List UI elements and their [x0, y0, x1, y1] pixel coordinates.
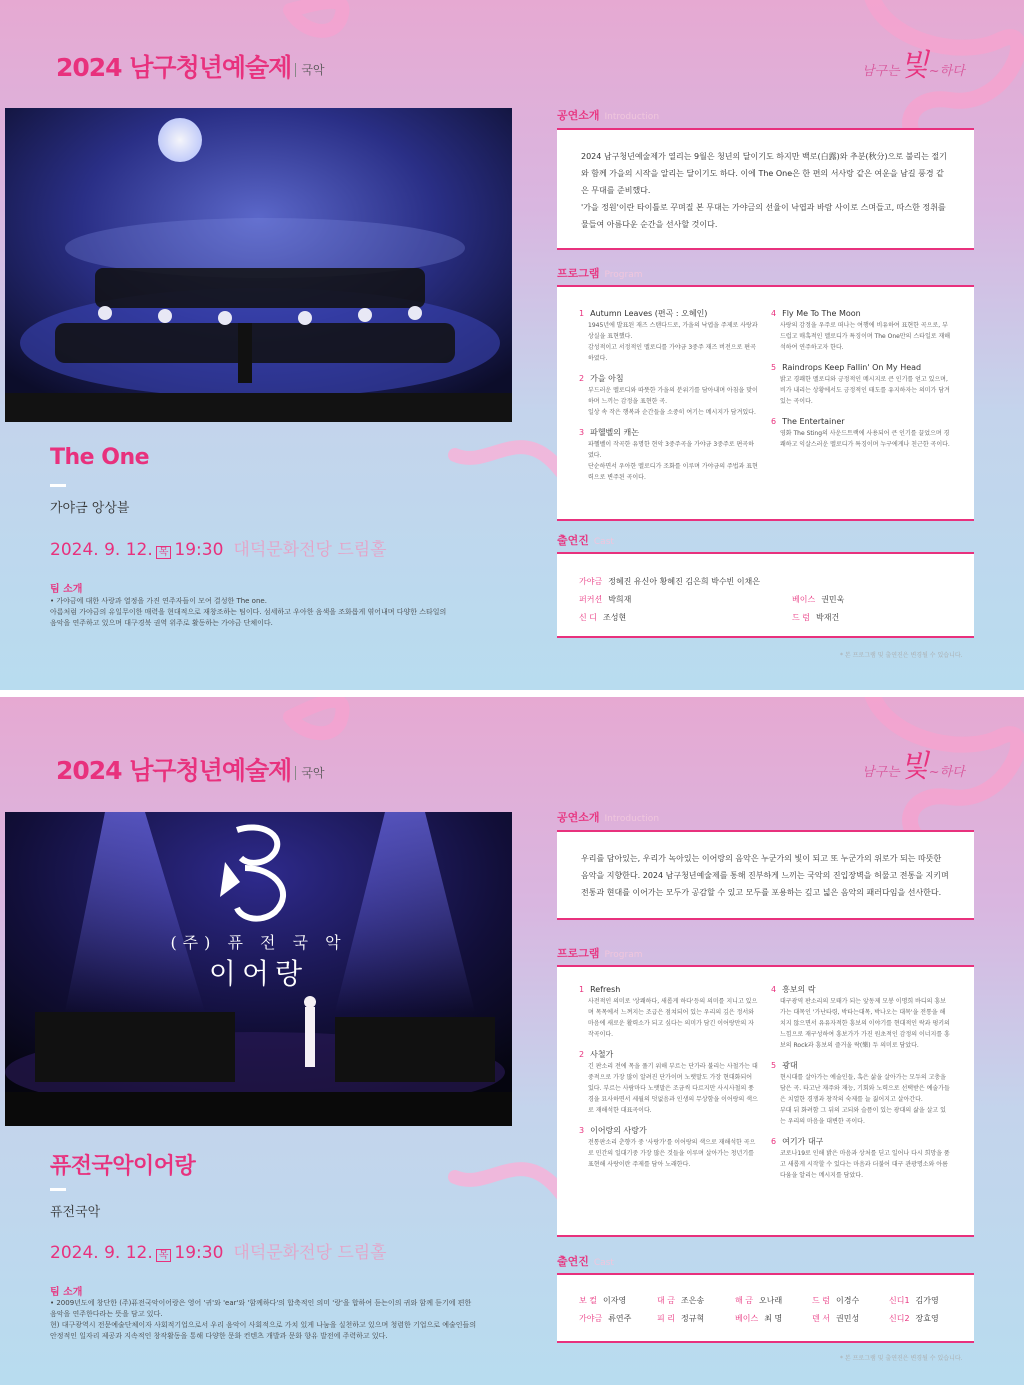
- program-heading: 프로그램 Program: [557, 947, 643, 960]
- photo-brand-main: 이어랑: [208, 957, 309, 990]
- cast-entry: 가야금 류연주: [579, 1314, 632, 1323]
- festival-logo: 남구는빛~하다: [862, 749, 965, 784]
- performance-photo: [5, 812, 512, 1126]
- day-of-week: 목: [156, 1249, 172, 1262]
- cast-entry: 보 컬 이자영: [579, 1296, 627, 1305]
- intro-heading: 공연소개 Introduction: [557, 109, 660, 122]
- cast-entry: 드 럼 이경수: [812, 1296, 860, 1305]
- program-item: 5 광대 현시대를 살아가는 예술인들, 혹은 삶을 살아가는 모두의 고충을 담은 곡. 타고난 재주와 재능, 기회와 노력으로 선택받은 예술가들은 치열한 경쟁과 창작의 숙제를 늘 짊어지고 살아간다. 부대 뒤 화려함 그 뒤의 고되와 슬픔이 있는 광대의 삶을 살고 있는 우리의 마음을 대변한 곡이다.: [771, 1061, 950, 1125]
- cast-entry: 가야금 정혜진 유신아 황혜진 김은희 박수빈 이채은: [579, 577, 761, 586]
- group-type: 퓨전국악: [50, 1205, 101, 1220]
- performance-datetime: [50, 1238, 387, 1263]
- program-item: 2 사철가 긴 판소리 전에 목을 풀기 위해 부르는 단가라 불리는 사철가는 대중적으로 가장 많이 알려진 단가이며 노랫말도 가장 현대화되어 있다. 부르는 사람마다 노랫말은 조금씩 다르지만 사시사철의 풍경을 묘사하면서 세월의 덧없음과 인생의 무상함을 이어랑의 색으로 재해석한 대표곡이다.: [579, 1050, 758, 1114]
- program-column-left: [579, 983, 759, 1178]
- performance-photo: [5, 108, 512, 422]
- footnote: * 본 프로그램 및 출연진은 변경될 수 있습니다.: [840, 652, 963, 659]
- poster-panel-eorang: [0, 697, 1024, 1385]
- program-item: 5 Raindrops Keep Fallin' On My Head 밝고 경쾌한 멜로디와 긍정적인 메시지로 큰 인기를 얻고 있으며, 비가 내리는 상황에서도 긍정적인 태도를 유지하자는 의미가 담겨있는 곡이다.: [771, 363, 950, 405]
- program-item: 3 이어랑의 사랑가 전통판소리 춘향가 중 '사랑가'를 이어랑의 색으로 재해석한 곡으로 민간의 일대기중 가장 많은 것들을 이루며 살아가는 청년기를 표현해 사랑이란 주제를 담아 노래한다.: [579, 1126, 756, 1168]
- program-column-left: [579, 307, 759, 491]
- intro-heading: 공연소개 Introduction: [557, 811, 660, 824]
- intro-text: 2024 남구청년예술제가 열리는 9월은 청년의 달이기도 하지만 백로(白露)와 추분(秋分)으로 불리는 절기와 함께 가을의 시작을 알리는 달이기도 하다. 이에 The One은 한 편의 서사랑 같은 여운을 남길 풍경 같은 무대를 준비했다. '가을 정원'이란 타이틀로 꾸며질 본 무대는 가야금의 선율이 낙엽과 바람 사이로 스며들고, 따스한 정취를 물들여 아름다운 순간을 선사할 것이다.: [581, 152, 947, 229]
- cast-box: [557, 552, 974, 638]
- team-intro-text: • 가야금에 대한 사랑과 열정을 가진 연주자들이 모여 결성한 The one. 아름처럼 가야금의 유일무이한 매력을 현대적으로 재창조하는 팀이다. 섬세하고 우아한 음색을 조화롭게 엮어내며 다양한 스타일의 음악을 연주하고 있으며 대구경북 권역 위주로 활동하는 가야금 단체이다.: [50, 597, 447, 627]
- cast-entry: 해 금 오나래: [735, 1296, 783, 1305]
- team-intro-heading: 팀 소개: [50, 584, 83, 595]
- festival-title: 2024 남구청년예술제 국악: [56, 53, 325, 82]
- program-item: 6 여기가 대구 코로나19로 인해 밝은 마음과 상처를 딛고 일어나 다시 희망을 품고 새롭게 시작할 수 있다는 마음과 더불어 대구 관광명소와 아름다움을 알리는 메시지를 담았다.: [771, 1137, 950, 1179]
- venue: 대덕문화전당 드림홀: [233, 540, 387, 560]
- poster-panel-the-one: [0, 0, 1024, 690]
- program-box: [557, 285, 974, 521]
- date: 2024. 9. 12.: [50, 1243, 153, 1263]
- cast-entry: 퍼커션 박희재: [579, 595, 632, 604]
- program-item: 1 Refresh 사전적인 의미로 '상쾌하다, 새롭게 하다'등의 의미를 지니고 있으며 목목에서 느껴지는 조급은 점쳐되어 있는 우리의 깊은 정서와 마음에 새로운 활력소가 되고 싶다는 의미가 담긴 이어랑만의 자작곡이다.: [579, 985, 758, 1038]
- intro-box: [557, 830, 974, 920]
- divider: [50, 1188, 66, 1191]
- cast-heading: 출연진 Cast: [557, 534, 614, 547]
- program-column-right: [771, 307, 951, 458]
- intro-text: 우리를 담아있는, 우리가 녹아있는 이어랑의 음악은 누군가의 빛이 되고 또 누군가의 위로가 되는 따뜻한 음악을 지향한다. 2024 남구청년예술제를 통해 진부하게 느끼는 국악의 진입장벽을 허물고 전통을 지키며 전통과 현대를 이어가는 모두가 공감할 수 있고 모두를 포용하는 깊고 넓은 음악의 패러다임을 선사한다.: [581, 854, 949, 897]
- genre-label: 국악: [295, 63, 324, 77]
- cast-entry: 덴 서 권민성: [812, 1314, 860, 1323]
- date: 2024. 9. 12.: [50, 540, 153, 560]
- divider: [50, 484, 66, 487]
- day-of-week: 목: [156, 546, 172, 559]
- cast-entry: 베이스 권민욱: [792, 595, 845, 604]
- program-item: 3 파헬벨의 캐논 파헬벨이 작곡한 유명한 현악 3중주곡을 가야금 3중주로 편곡하였다. 단순하면서 우아한 멜로디가 조화를 이루며 가야금의 주법과 표현력으로 변주된 곡이다.: [579, 428, 758, 481]
- program-box: [557, 965, 974, 1237]
- program-column-right: [771, 983, 951, 1189]
- group-type: 가야금 앙상블: [50, 501, 130, 516]
- performance-datetime: [50, 535, 387, 560]
- program-heading: 프로그램 Program: [557, 267, 643, 280]
- venue: 대덕문화전당 드림홀: [233, 1243, 387, 1263]
- performance-name: 퓨전국악이어랑: [50, 1154, 196, 1179]
- program-item: 4 흥보의 락 대구광역 판소리의 모태가 되는 앞동제 모봉 이명희 바디의 흥보가는 대목인 '가난타령, 박타는대목, 박나오는 대목'을 전통을 해치지 않으면서 유유자적한 흥보의 이야기를 현대적인 락과 펑키의 느낌으로 재구성하여 흥보가가 가진 원초적인 감정의 이너지를 흥보의 Rock과 흥보의 즐거울 락(樂) 두 의미로 담았다.: [771, 985, 950, 1049]
- time: 19:30: [174, 540, 224, 560]
- cast-entry: 피 리 정규혁: [657, 1314, 705, 1323]
- photo-brand-sub: (주) 퓨 전 국 악: [170, 933, 347, 952]
- cast-entry: 베이스 최 명: [735, 1314, 783, 1323]
- intro-box: [557, 128, 974, 250]
- program-item: 2 가을 아침 부드러운 멜로디와 따뜻한 가을의 분위기를 담아내며 아침을 맞이하며 느끼는 감정을 표현한 곡. 일상 속 작은 행복과 순간들을 소중히 여기는 메시지가 담겨있다.: [579, 374, 758, 416]
- team-intro-text: • 2009년도에 창단한 (주)퓨전국악이어랑은 영어 '귀'와 'ear'와 '함께하다'의 합축적인 의미 '랑'을 합하여 듣는이의 귀와 함께 듣기에 편한 음악을 연주한다라는 뜻을 담고 있다. 현) 대구광역시 전문예술단체이자 사회적기업으로서 우리 음악이 사회적으로 가치 있게 나눔을 실천하고 있으며 청렴한 기업으로 예술인들의 안정적인 일자리 제공과 지속적인 창작활동을 통해 다양한 문화 컨텐츠 개발과 문화 향유 발전에 주력하고 있다.: [50, 1299, 477, 1340]
- program-item: 4 Fly Me To The Moon 사랑의 감정을 우주로 떠나는 여행에 비유하여 표현한 곡으로, 부드럽고 매혹적인 멜로디가 특징이며 The One만의 스타일로 재해석하여 연주하고자 한다.: [771, 309, 951, 351]
- cast-entry: 신디1 김가영: [889, 1296, 939, 1305]
- genre-label: 국악: [295, 766, 324, 780]
- footnote: * 본 프로그램 및 출연진은 변경될 수 있습니다.: [840, 1355, 963, 1362]
- team-intro-heading: 팀 소개: [50, 1287, 83, 1298]
- cast-entry: 신디2 장효영: [889, 1314, 939, 1323]
- cast-entry: 드 럼 박재건: [792, 613, 840, 622]
- time: 19:30: [174, 1243, 224, 1263]
- cast-heading: 출연진 Cast: [557, 1255, 614, 1268]
- festival-logo: 남구는빛~하다: [862, 48, 965, 83]
- cast-box: [557, 1273, 974, 1343]
- performance-name: The One: [50, 445, 150, 470]
- program-item: 6 The Entertainer 영화 The Sting의 사운드트랙에 사용되어 큰 인기를 끌었으며 경쾌하고 익살스러운 멜로디가 특징이며 누구에게나 친근한 곡이다.: [771, 417, 950, 448]
- festival-title: 2024 남구청년예술제 국악: [56, 756, 325, 785]
- cast-entry: 대 금 조은송: [657, 1296, 705, 1305]
- cast-entry: 신 디 조성현: [579, 613, 627, 622]
- program-item: 1 Autumn Leaves (편곡 : 오혜인) 1945년에 발표된 재즈 스탠다드로, 가을의 낙엽을 주제로 사랑과 상실을 표현했다. 감성적이고 서정적인 멜로디를 가야금 3중주 재즈 버전으로 편곡하였다.: [579, 309, 758, 362]
